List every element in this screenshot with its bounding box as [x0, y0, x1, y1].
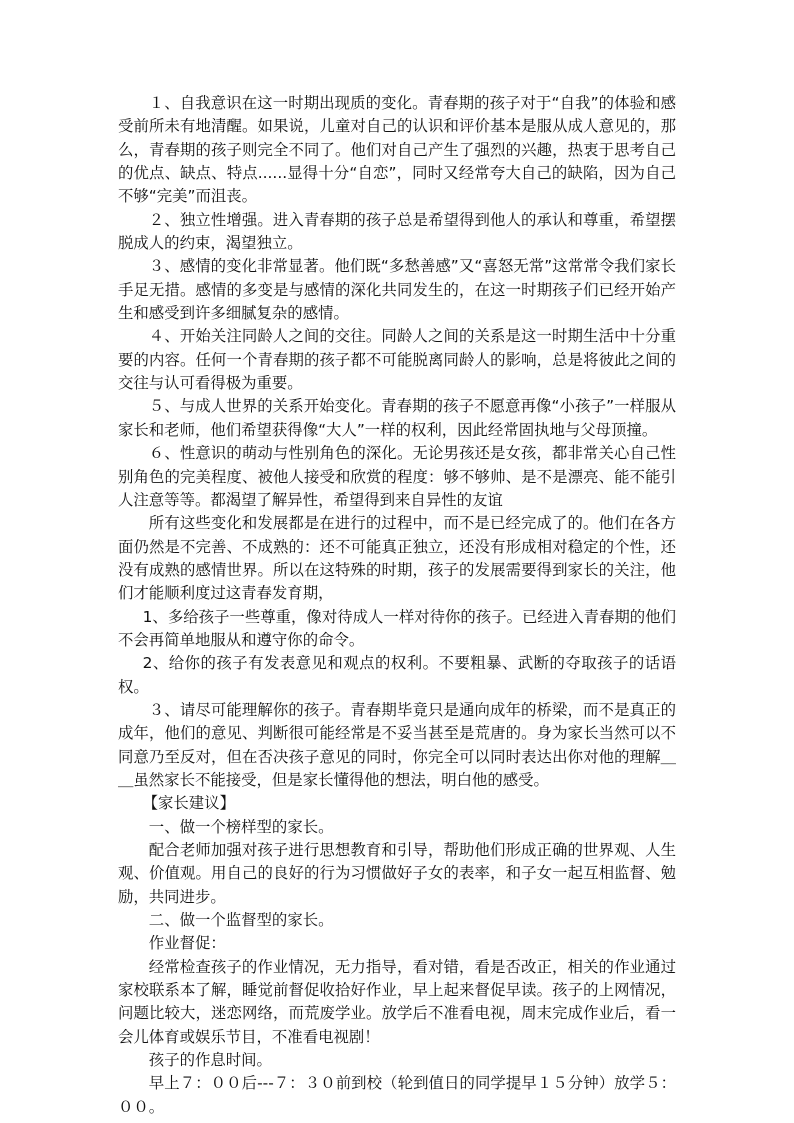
paragraph-17: 孩子的作息时间。 [148, 1051, 272, 1070]
paragraph-9: 2、给你的孩子有发表意见和观点的权利。不要粗暴、武断的夺取孩子的话语权。 [118, 654, 676, 696]
paragraph-4: ４、开始关注同龄人之间的交往。同龄人之间的关系是这一时期生活中十分重要的内容。任何一个青春期的孩子都不可能脱离同龄人的影响，总是将彼此之间的交往与认可看得极为重要。 [118, 327, 676, 393]
paragraph-14: 二、做一个监督型的家长。 [148, 911, 334, 930]
paragraph-1: １、自我意识在这一时期出现质的变化。青春期的孩子对于“自我”的体验和感受前所未有地清醒。如果说，儿童对自己的认识和评价基本是服从成人意见的，那么，青春期的孩子则完全不同了。他们对自己产生了强烈的兴趣，热衷于思考自己的优点、缺点、特点......显得十分“自恋”，同时又经常夸大自己的缺陷，因为自己不够“完美”而沮丧。 [118, 94, 676, 206]
paragraph-6: ６、性意识的萌动与性别角色的深化。无论男孩还是女孩，都非常关心自己性别角色的完美程度、被他人接受和欣赏的程度：够不够帅、是不是漂亮、能不能引人注意等等。都渴望了解异性，希望得到来自异性的友谊 [118, 444, 676, 509]
paragraph-18: 早上７：００后---７：３０前到校（轮到值日的同学提早１５分钟）放学５：００。 [118, 1074, 676, 1116]
paragraph-15: 作业督促： [148, 934, 226, 953]
section-heading: 【家长建议】 [142, 794, 235, 813]
paragraph-12: 一、做一个榜样型的家长。 [148, 817, 334, 836]
paragraph-16: 经常检查孩子的作业情况，无力指导，看对错，看是否改正，相关的作业通过家校联系本了解，睡觉前督促收拾好作业，早上起来督促早读。孩子的上网情况，问题比较大，迷恋网络，而荒废学业。放学后不准看电视，周末完成作业后，看一会儿体育或娱乐节目，不准看电视剧！ [118, 957, 676, 1046]
paragraph-3: ３、感情的变化非常显著。他们既“多愁善感”又“喜怒无常”这常常令我们家长手足无措。感情的多变是与感情的深化共同发生的，在这一时期孩子们已经开始产生和感受到许多细腻复杂的感情。 [118, 257, 676, 323]
paragraph-7: 所有这些变化和发展都是在进行的过程中，而不是已经完成了的。他们在各方面仍然是不完善、不成熟的：还不可能真正独立，还没有形成相对稳定的个性，还没有成熟的感情世界。所以在这特殊的时期，孩子的发展需要得到家长的关注，他们才能顺利度过这青春发育期， [118, 514, 676, 603]
paragraph-2: ２、独立性增强。进入青春期的孩子总是希望得到他人的承认和尊重，希望摆脱成人的约束，渴望独立。 [118, 210, 676, 253]
paragraph-5: ５、与成人世界的关系开始变化。青春期的孩子不愿意再像“小孩子”一样服从家长和老师，他们希望获得像“大人”一样的权利，因此经常固执地与父母顶撞。 [118, 397, 676, 439]
document-page [118, 92, 676, 1119]
paragraph-10: ３、请尽可能理解你的孩子。青春期毕竟只是通向成年的桥梁，而不是真正的成年，他们的意见、判断很可能经常是不妥当甚至是荒唐的。身为家长当然可以不同意乃至反对，但在否决孩子意见的同时，你完全可以同时表达出你对他的理解＿＿虽然家长不能接受，但是家长懂得他的想法，明白他的感受。 [118, 700, 676, 789]
paragraph-8: 1、多给孩子一些尊重，像对待成人一样对待你的孩子。已经进入青春期的他们不会再简单地服从和遵守你的命令。 [118, 607, 676, 649]
paragraph-13: 配合老师加强对孩子进行思想教育和引导，帮助他们形成正确的世界观、人生观、价值观。用自己的良好的行为习惯做好子女的表率，和子女一起互相监督、勉励，共同进步。 [118, 841, 676, 906]
